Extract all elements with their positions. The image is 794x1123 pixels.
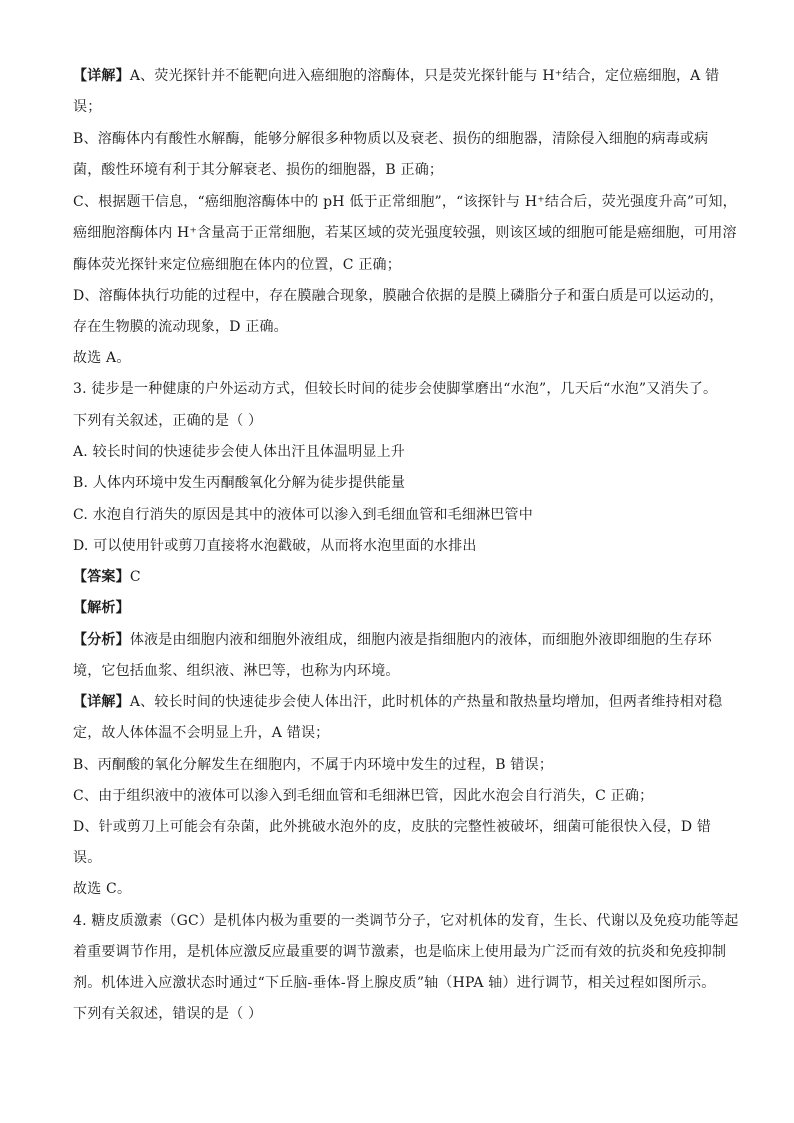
line-text: 癌细胞溶酶体内 H⁺含量高于正常细胞，若某区域的荧光强度较强，则该区域的细胞可能是癌细胞，可用溶 xyxy=(73,225,737,241)
line-text: 下列有关叙述，错误的是（ ） xyxy=(73,1006,263,1022)
option-c xyxy=(73,505,533,525)
line-text: A、荧光探针并不能靶向进入癌细胞的溶酶体，只是荧光探针能与 H⁺结合，定位癌细胞，A 错 xyxy=(129,68,720,84)
option-b xyxy=(73,473,405,493)
question-stem xyxy=(73,911,739,931)
text-line xyxy=(73,630,712,650)
text-line xyxy=(73,661,400,681)
section-tag: 【详解】 xyxy=(73,694,130,710)
text-line xyxy=(73,129,708,149)
line-text: 故选 C。 xyxy=(73,881,132,897)
section-tag: 【解析】 xyxy=(73,600,130,616)
text-line xyxy=(73,817,711,837)
section-tag: 【分析】 xyxy=(73,632,130,648)
answer-line xyxy=(73,567,141,587)
line-text: 菌，酸性环境有利于其分解衰老、损伤的细胞器，B 正确； xyxy=(73,162,444,178)
text-line xyxy=(73,723,329,743)
line-text: 误。 xyxy=(73,850,102,866)
line-text: 酶体荧光探针来定位癌细胞在体内的位置，C 正确； xyxy=(73,257,401,273)
section-tag: 【答案】 xyxy=(73,569,130,585)
line-text: D、溶酶体执行功能的过程中，存在膜融合现象，膜融合依据的是膜上磷脂分子和蛋白质是可以运动的， xyxy=(73,288,724,304)
text-line xyxy=(73,192,737,212)
line-text: C、根据题干信息，“癌细胞溶酶体中的 pH 低于正常细胞”，“该探针与 H⁺结合后，荧光强度升高”可知， xyxy=(73,194,737,210)
analysis-heading xyxy=(73,598,130,618)
line-text: 3. 徒步是一种健康的户外运动方式，但较长时间的徒步会使脚掌磨出“水泡”，几天后“水泡”又消失了。 xyxy=(73,381,718,397)
line-text: 存在生物膜的流动现象，D 正确。 xyxy=(73,319,288,335)
text-line xyxy=(73,755,553,775)
question-stem xyxy=(73,411,262,431)
text-line xyxy=(73,786,653,806)
line-text: D. 可以使用针或剪刀直接将水泡戳破，从而将水泡里面的水排出 xyxy=(73,538,477,554)
line-text: 着重要调节作用，是机体应激反应最重要的调节激素，也是临床上使用最为广泛而有效的抗炎和免疫抑制 xyxy=(73,944,727,960)
text-line xyxy=(73,160,443,180)
line-text: 故选 A。 xyxy=(73,350,131,366)
line-text: 剂。机体进入应激状态时通过“下丘脑-垂体-肾上腺皮质”轴（HPA 轴）进行调节，相关过程如图所示。 xyxy=(73,975,716,991)
line-text: 下列有关叙述，正确的是（ ） xyxy=(73,413,263,429)
line-text: 误； xyxy=(73,99,102,115)
text-line xyxy=(73,66,719,86)
line-text: 4. 糖皮质激素（GC）是机体内极为重要的一类调节分子，它对机体的发育，生长、代谢以及免疫功能等起 xyxy=(73,913,739,929)
line-text: 体液是由细胞内液和细胞外液组成，细胞内液是指细胞内的液体，而细胞外液即细胞的生存环 xyxy=(129,632,713,648)
line-text: B、溶酶体内有酸性水解酶，能够分解很多种物质以及衰老、损伤的细胞器，清除侵入细胞的病毒或病 xyxy=(73,131,709,147)
line-text: D、针或剪刀上可能会有杂菌，此外挑破水泡外的皮，皮肤的完整性被破坏，细菌可能很快入侵，D 错 xyxy=(73,819,712,835)
text-line xyxy=(73,848,101,868)
text-line xyxy=(73,223,737,243)
question-stem xyxy=(73,973,715,993)
line-text: B. 人体内环境中发生丙酮酸氧化分解为徒步提供能量 xyxy=(73,475,406,491)
text-line xyxy=(73,692,722,712)
option-d xyxy=(73,536,477,556)
text-line xyxy=(73,879,131,899)
option-a xyxy=(73,442,405,462)
text-line xyxy=(73,286,723,306)
text-line xyxy=(73,348,131,368)
question-stem xyxy=(73,942,726,962)
line-text: A、较长时间的快速徒步会使人体出汗，此时机体的产热量和散热量均增加，但两者维持相对稳 xyxy=(129,694,723,710)
text-line xyxy=(73,317,288,337)
line-text: C. 水泡自行消失的原因是其中的液体可以渗入到毛细血管和毛细淋巴管中 xyxy=(73,507,533,523)
line-text: A. 较长时间的快速徒步会使人体出汗且体温明显上升 xyxy=(73,444,406,460)
line-text: C、由于组织液中的液体可以渗入到毛细血管和毛细淋巴管，因此水泡会自行消失，C 正确； xyxy=(73,788,654,804)
section-tag: 【详解】 xyxy=(73,68,130,84)
line-text: 境，它包括血浆、组织液、淋巴等，也称为内环境。 xyxy=(73,663,400,679)
question-stem xyxy=(73,379,717,399)
text-line xyxy=(73,255,401,275)
line-text: B、丙酮酸的氧化分解发生在细胞内，不属于内环境中发生的过程，B 错误； xyxy=(73,757,554,773)
text-line xyxy=(73,97,101,117)
line-text: 定，故人体体温不会明显上升，A 错误； xyxy=(73,725,330,741)
line-text: C xyxy=(129,569,141,585)
question-stem xyxy=(73,1004,262,1024)
